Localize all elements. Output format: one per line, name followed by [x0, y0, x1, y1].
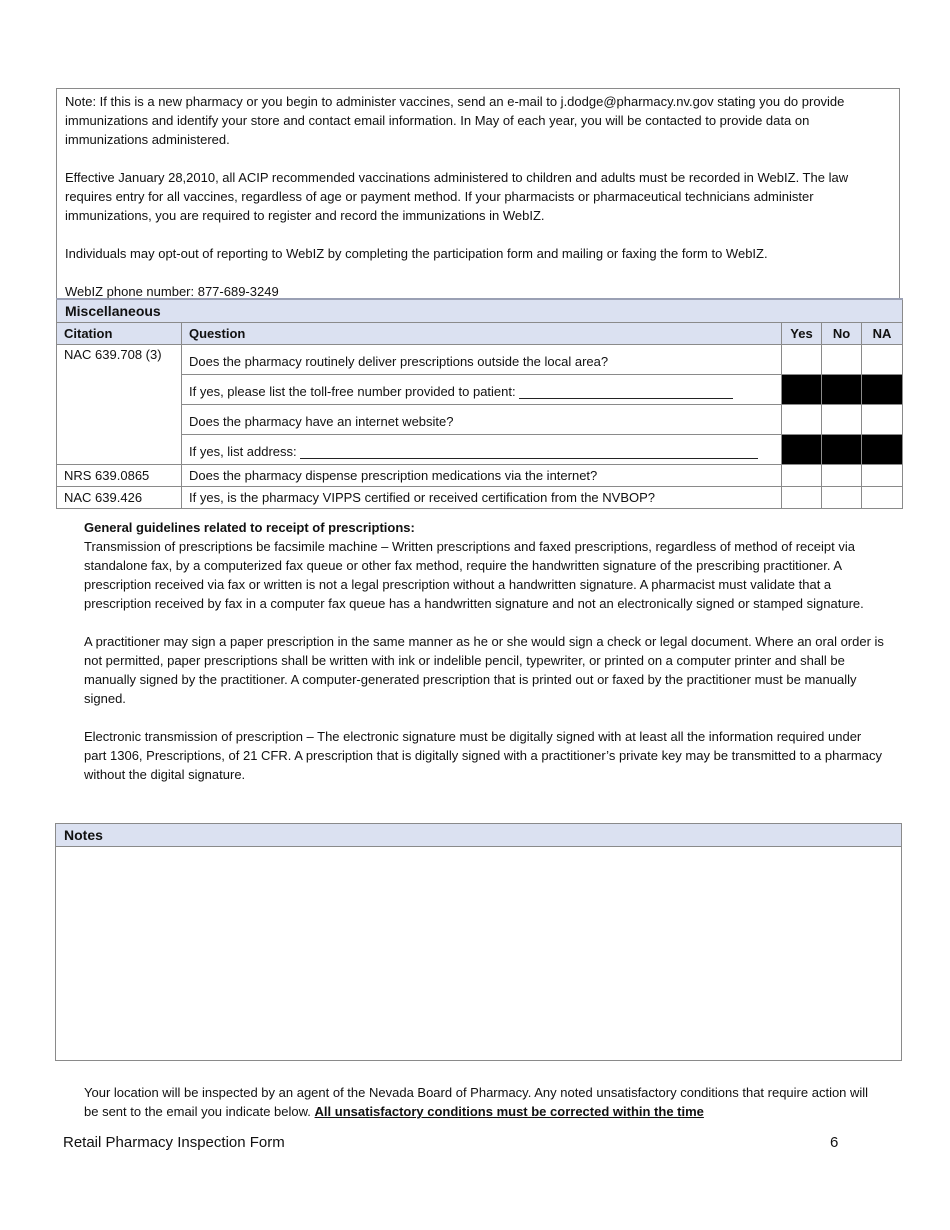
- na-checkbox[interactable]: [862, 487, 903, 509]
- table-row: [57, 405, 903, 435]
- blacked-out-cell: [822, 375, 862, 405]
- no-checkbox[interactable]: [822, 345, 862, 375]
- guideline-paragraph: A practitioner may sign a paper prescription in the same manner as he or she would sign a check or legal document. Where an oral order is not permitted, paper prescriptions shall be written with ink or indelible pencil, typewriter, or printed on a computer printer and shall be manually signed by the practitioner. A computer-generated prescription that is printed out or faxed by the practitioner must be manually signed.: [84, 634, 884, 706]
- table-row: [57, 345, 903, 375]
- table-row: [57, 487, 903, 509]
- question-text: If yes, please list the toll-free number provided to patient:: [189, 383, 516, 399]
- column-headers: [57, 323, 903, 345]
- closing-text: Your location will be inspected by an agent of the Nevada Board of Pharmacy. Any noted unsatisfactory conditions that require action will be sent to the email you indicate below.: [84, 1085, 869, 1119]
- guidelines-title: General guidelines related to receipt of prescriptions:: [84, 520, 415, 535]
- question-cell: Does the pharmacy have an internet website?: [182, 405, 782, 435]
- yes-checkbox[interactable]: [782, 345, 822, 375]
- yes-checkbox[interactable]: [782, 487, 822, 509]
- table-row: [57, 435, 903, 465]
- header-citation: Citation: [57, 323, 182, 345]
- website-address-field[interactable]: [300, 444, 758, 459]
- na-checkbox[interactable]: [862, 405, 903, 435]
- note-paragraph: Note: If this is a new pharmacy or you begin to administer vaccines, send an e-mail to j.dodge@pharmacy.nv.gov stating you do provide immunizations and identify your store and contact email information. In May of each year, you will be contacted to provide data on immunizations administered.: [65, 94, 845, 147]
- page-number: 6: [830, 1134, 839, 1151]
- blacked-out-cell: [862, 375, 903, 405]
- no-checkbox[interactable]: [822, 405, 862, 435]
- citation-cell: NAC 639.708 (3): [57, 345, 182, 465]
- closing-statement: [84, 1083, 884, 1121]
- toll-free-number-field[interactable]: [519, 384, 733, 399]
- table-row: [57, 465, 903, 487]
- miscellaneous-table: [56, 298, 903, 509]
- yes-checkbox[interactable]: [782, 465, 822, 487]
- question-cell: [182, 435, 782, 465]
- section-header: [57, 299, 903, 323]
- notes-box: [55, 823, 902, 1061]
- blacked-out-cell: [822, 435, 862, 465]
- question-text: If yes, list address:: [189, 443, 297, 459]
- citation-cell: NRS 639.0865: [57, 465, 182, 487]
- note-paragraph: Effective January 28,2010, all ACIP recommended vaccinations administered to children and adults must be recorded in WebIZ. The law requires entry for all vaccines, regardless of age or payment method. If your pharmacists or pharmaceutical technicians administer immunizations, you are required to register and record the immunizations in WebIZ.: [65, 170, 849, 223]
- header-yes: Yes: [782, 323, 822, 345]
- notes-input-area[interactable]: [56, 847, 901, 1061]
- immunization-note: [56, 88, 900, 298]
- guideline-paragraph: Electronic transmission of prescription – The electronic signature must be digitally signed with at least all the information required under part 1306, Prescriptions, of 21 CFR. A prescription that is digitally signed with a practitioner’s private key may be transmitted to a pharmacy without the digital signature.: [84, 729, 882, 782]
- note-paragraph: Individuals may opt-out of reporting to WebIZ by completing the participation form and mailing or faxing the form to WebIZ.: [65, 246, 768, 261]
- table-row: [57, 375, 903, 405]
- na-checkbox[interactable]: [862, 465, 903, 487]
- header-na: NA: [862, 323, 903, 345]
- blacked-out-cell: [782, 375, 822, 405]
- blacked-out-cell: [862, 435, 903, 465]
- header-question: Question: [182, 323, 782, 345]
- note-phone: WebIZ phone number: 877-689-3249: [65, 284, 279, 299]
- footer-title: Retail Pharmacy Inspection Form: [63, 1134, 285, 1151]
- yes-checkbox[interactable]: [782, 405, 822, 435]
- closing-emphasis: All unsatisfactory conditions must be corrected within the time: [314, 1104, 704, 1119]
- question-cell: [182, 375, 782, 405]
- na-checkbox[interactable]: [862, 345, 903, 375]
- prescription-guidelines: [84, 518, 884, 803]
- question-cell: Does the pharmacy dispense prescription medications via the internet?: [182, 465, 782, 487]
- guideline-paragraph: Transmission of prescriptions be facsimile machine – Written prescriptions and faxed prescriptions, regardless of method of receipt via standalone fax, by a computerized fax queue or other fax method, require the handwritten signature of the prescribing practitioner. A prescription received via fax or written is not a legal prescription without a handwritten signature. A pharmacist must validate that a prescription received by fax in a computer fax queue has a handwritten signature and not an electronically signed or stamped signature.: [84, 539, 864, 611]
- section-title: Miscellaneous: [57, 299, 903, 323]
- question-cell: If yes, is the pharmacy VIPPS certified or received certification from the NVBOP?: [182, 487, 782, 509]
- no-checkbox[interactable]: [822, 465, 862, 487]
- no-checkbox[interactable]: [822, 487, 862, 509]
- notes-title: Notes: [56, 824, 901, 847]
- question-cell: Does the pharmacy routinely deliver prescriptions outside the local area?: [182, 345, 782, 375]
- citation-cell: NAC 639.426: [57, 487, 182, 509]
- blacked-out-cell: [782, 435, 822, 465]
- header-no: No: [822, 323, 862, 345]
